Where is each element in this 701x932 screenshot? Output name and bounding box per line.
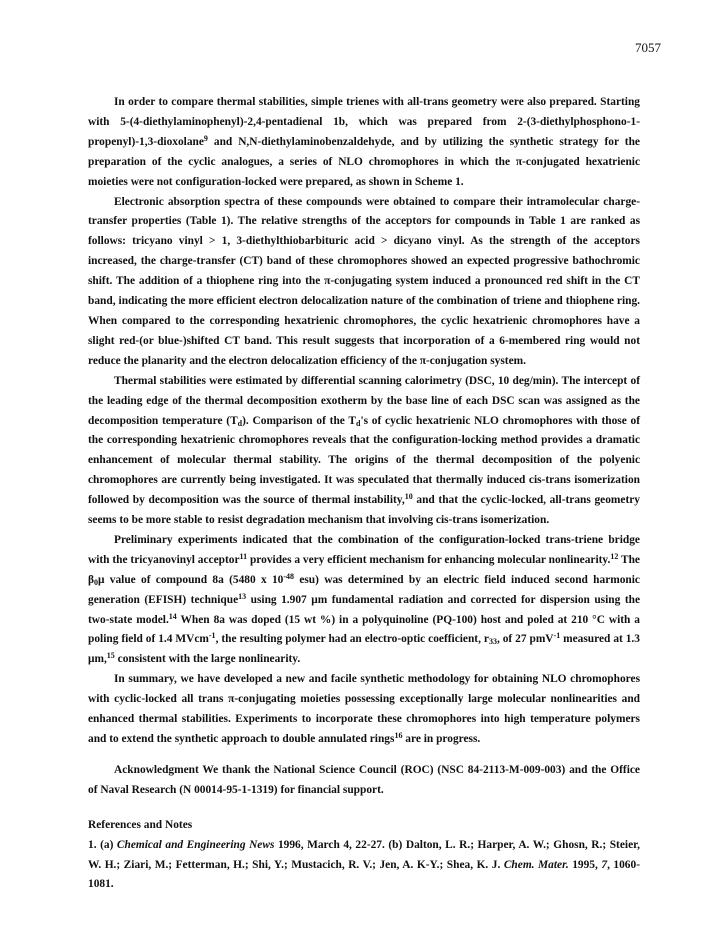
paragraph-nonlinearity: Preliminary experiments indicated that the combination of the configuration-locked trans-triene bridge with the tricyanovinyl acceptor$^{11}$ provides a very efficient mechanism for enhancing molecular nonlinearity.$^{12}$ The $\beta_0\mu$ value of compound 8a (5480 x $10^{-48}$ esu) was determined by an electric field induced second harmonic generation (EFISH) technique$^{13}$ using 1.907 μm fundamental radiation and corrected for dispersion using the two-state model.$^{14}$ When 8a was doped (15 wt %) in a polyquinoline (PQ-100) host and poled at 210 °C with a poling field of 1.4 MVcm$^{-1}$, the resulting polymer had an electro-optic coefficient, $r_{33}$, of 27 pmV$^{-1}$ measured at 1.3 μm,$^{15}$ consistent with the large nonlinearity. [88, 533, 641, 666]
acknowledgment-label: Acknowledgment [114, 763, 199, 776]
page-number: 7057 [635, 40, 661, 55]
acknowledgment: Acknowledgment We thank the National Science Council (ROC) (NSC 84-2113-M-009-003) and the Office of Naval Research (N 00014-95-1-1319) for financial support. [88, 763, 640, 796]
references-heading: References and Notes [88, 818, 193, 831]
paragraph-thermal-stabilities: Thermal stabilities were estimated by differential scanning calorimetry (DSC, 10 deg/min). The intercept of the leading edge of the thermal decomposition exotherm by the base line of each DSC scan was assigned as the decomposition temperature $(T_d)$. Comparison of the $T_d's$ of cyclic hexatrienic NLO chromophores with those of the corresponding hexatrienic chromophores reveals that the configuration-locking method provides a dramatic enhancement of molecular thermal stability. The origins of the thermal decomposition of the polyenic chromophores are currently being investigated. It was speculated that thermally induced cis-trans isomerization followed by decomposition was the source of thermal instability,$^{10}$ and that the cyclic-locked, all-trans geometry seems to be more stable to resist degradation mechanism that involving cis-trans isomerization. [88, 374, 641, 527]
paragraph-absorption-spectra: Electronic absorption spectra of these compounds were obtained to compare their intramolecular charge-transfer properties (Table 1). The relative strengths of the acceptors for compounds in Table 1 are ranked as follows: tricyano vinyl > 1, 3-diethylthiobarbituric acid > dicyano vinyl. As the strength of the acceptors increased, the charge-transfer (CT) band of these chromophores showed an expected progressive bathochromic shift. The addition of a thiophene ring into the π-conjugating system induced a pronounced red shift in the CT band, indicating the more efficient electron delocalization nature of the combination of triene and thiophene ring. When compared to the corresponding hexatrienic chromophores, the cyclic hexatrienic chromophores have a slight red-(or blue-)shifted CT band. This result suggests that incorporation of a 6-membered ring would not reduce the planarity and the electron delocalization efficiency of the π-conjugation system. [88, 195, 640, 367]
paragraph-trienes: In order to compare thermal stabilities, simple trienes with all-trans geometry were also prepared. Starting with 5-(4-diethylaminophenyl)-2,4-pentadienal 1b, which was prepared from 2-(3-diethylphosphono-1-propenyl)-1,3-dioxolane$^9$ and N,N-diethylaminobenzaldehyde, and by utilizing the synthetic strategy for the preparation of the cyclic analogues, a series of NLO chromophores in which the π-conjugated hexatrienic moieties were not configuration-locked were prepared, as shown in Scheme 1. [88, 96, 640, 188]
paragraph-summary: In summary, we have developed a new and facile synthetic methodology for obtaining NLO chromophores with cyclic-locked all trans π-conjugating moieties possessing exceptionally large molecular nonlinearities and enhanced thermal stabilities. Experiments to incorporate these chromophores into high temperature polymers and to extend the synthetic approach to double annulated rings$^{16}$ are in progress. [88, 673, 640, 745]
reference-1: 1. (a) Chemical and Engineering News 1996, March 4, 22-27. (b) Dalton, L. R.; Harper, A. W.; Ghosn, R.; Steier, W. H.; Ziari, M.; Fetterman, H.; Shi, Y.; Mustacich, R. V.; Jen, A. K-Y.; Shea, K. J. Chem. Mater. 1995, 7, 1060-1081. [88, 838, 640, 891]
article-body [88, 93, 640, 895]
